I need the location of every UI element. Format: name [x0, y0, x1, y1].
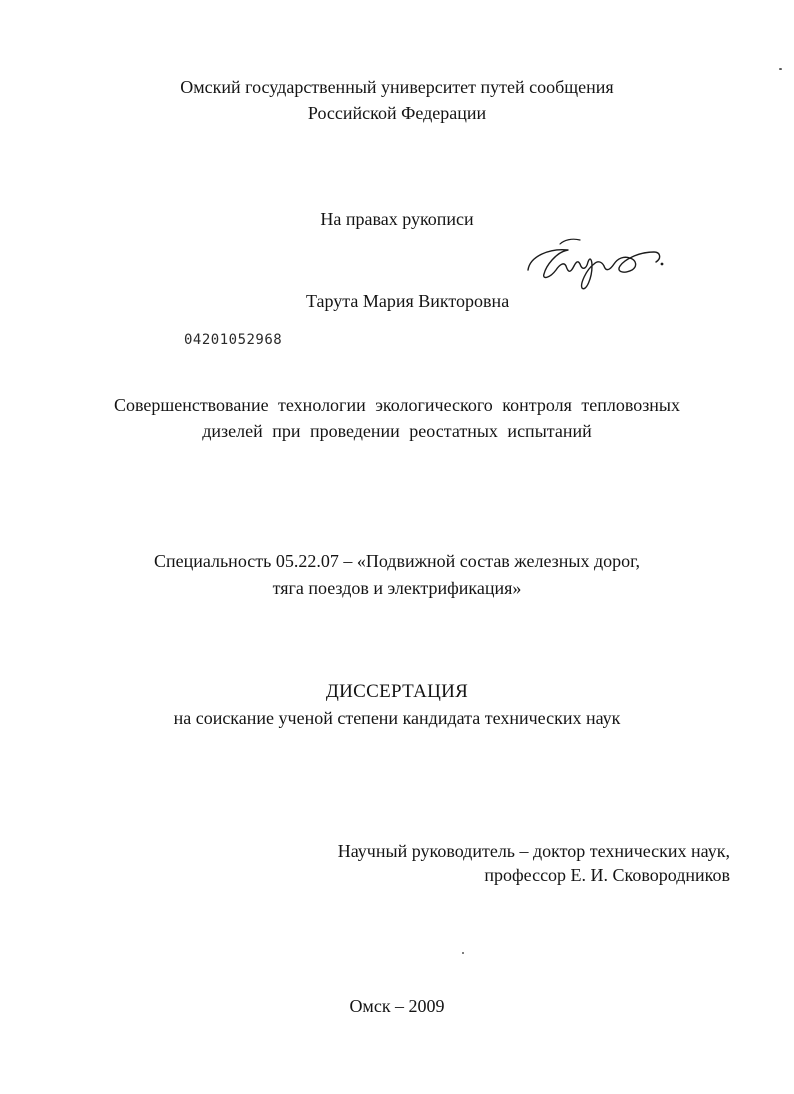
specialty-line1: Специальность 05.22.07 – «Подвижной состав железных дорог, [153, 551, 641, 571]
supervisor-line1: Научный руководитель – доктор технических наук, [337, 841, 730, 861]
scan-speck [779, 68, 782, 70]
place-and-year: Омск – 2009 [349, 996, 445, 1016]
author-name: Тарута Мария Викторовна [306, 291, 510, 311]
document-type-heading: ДИССЕРТАЦИЯ [325, 681, 469, 702]
scan-speck [462, 952, 464, 954]
manuscript-rights-note: На правах рукописи [320, 209, 474, 229]
registration-number: 04201052968 [184, 332, 283, 348]
thesis-title-line2: дизелей при проведении реостатных испытаний [202, 421, 592, 441]
thesis-title-line1: Совершенствование технологии экологического контроля тепловозных [113, 395, 681, 415]
university-name-line1: Омский государственный университет путей сообщения [180, 77, 614, 97]
university-name-line2: Российской Федерации [307, 103, 487, 123]
specialty-line2: тяга поездов и электрификация» [272, 578, 522, 598]
supervisor-line2: профессор Е. И. Сковородников [484, 865, 730, 885]
degree-subtitle: на соискание ученой степени кандидата технических наук [173, 708, 621, 728]
author-signature [520, 226, 670, 296]
